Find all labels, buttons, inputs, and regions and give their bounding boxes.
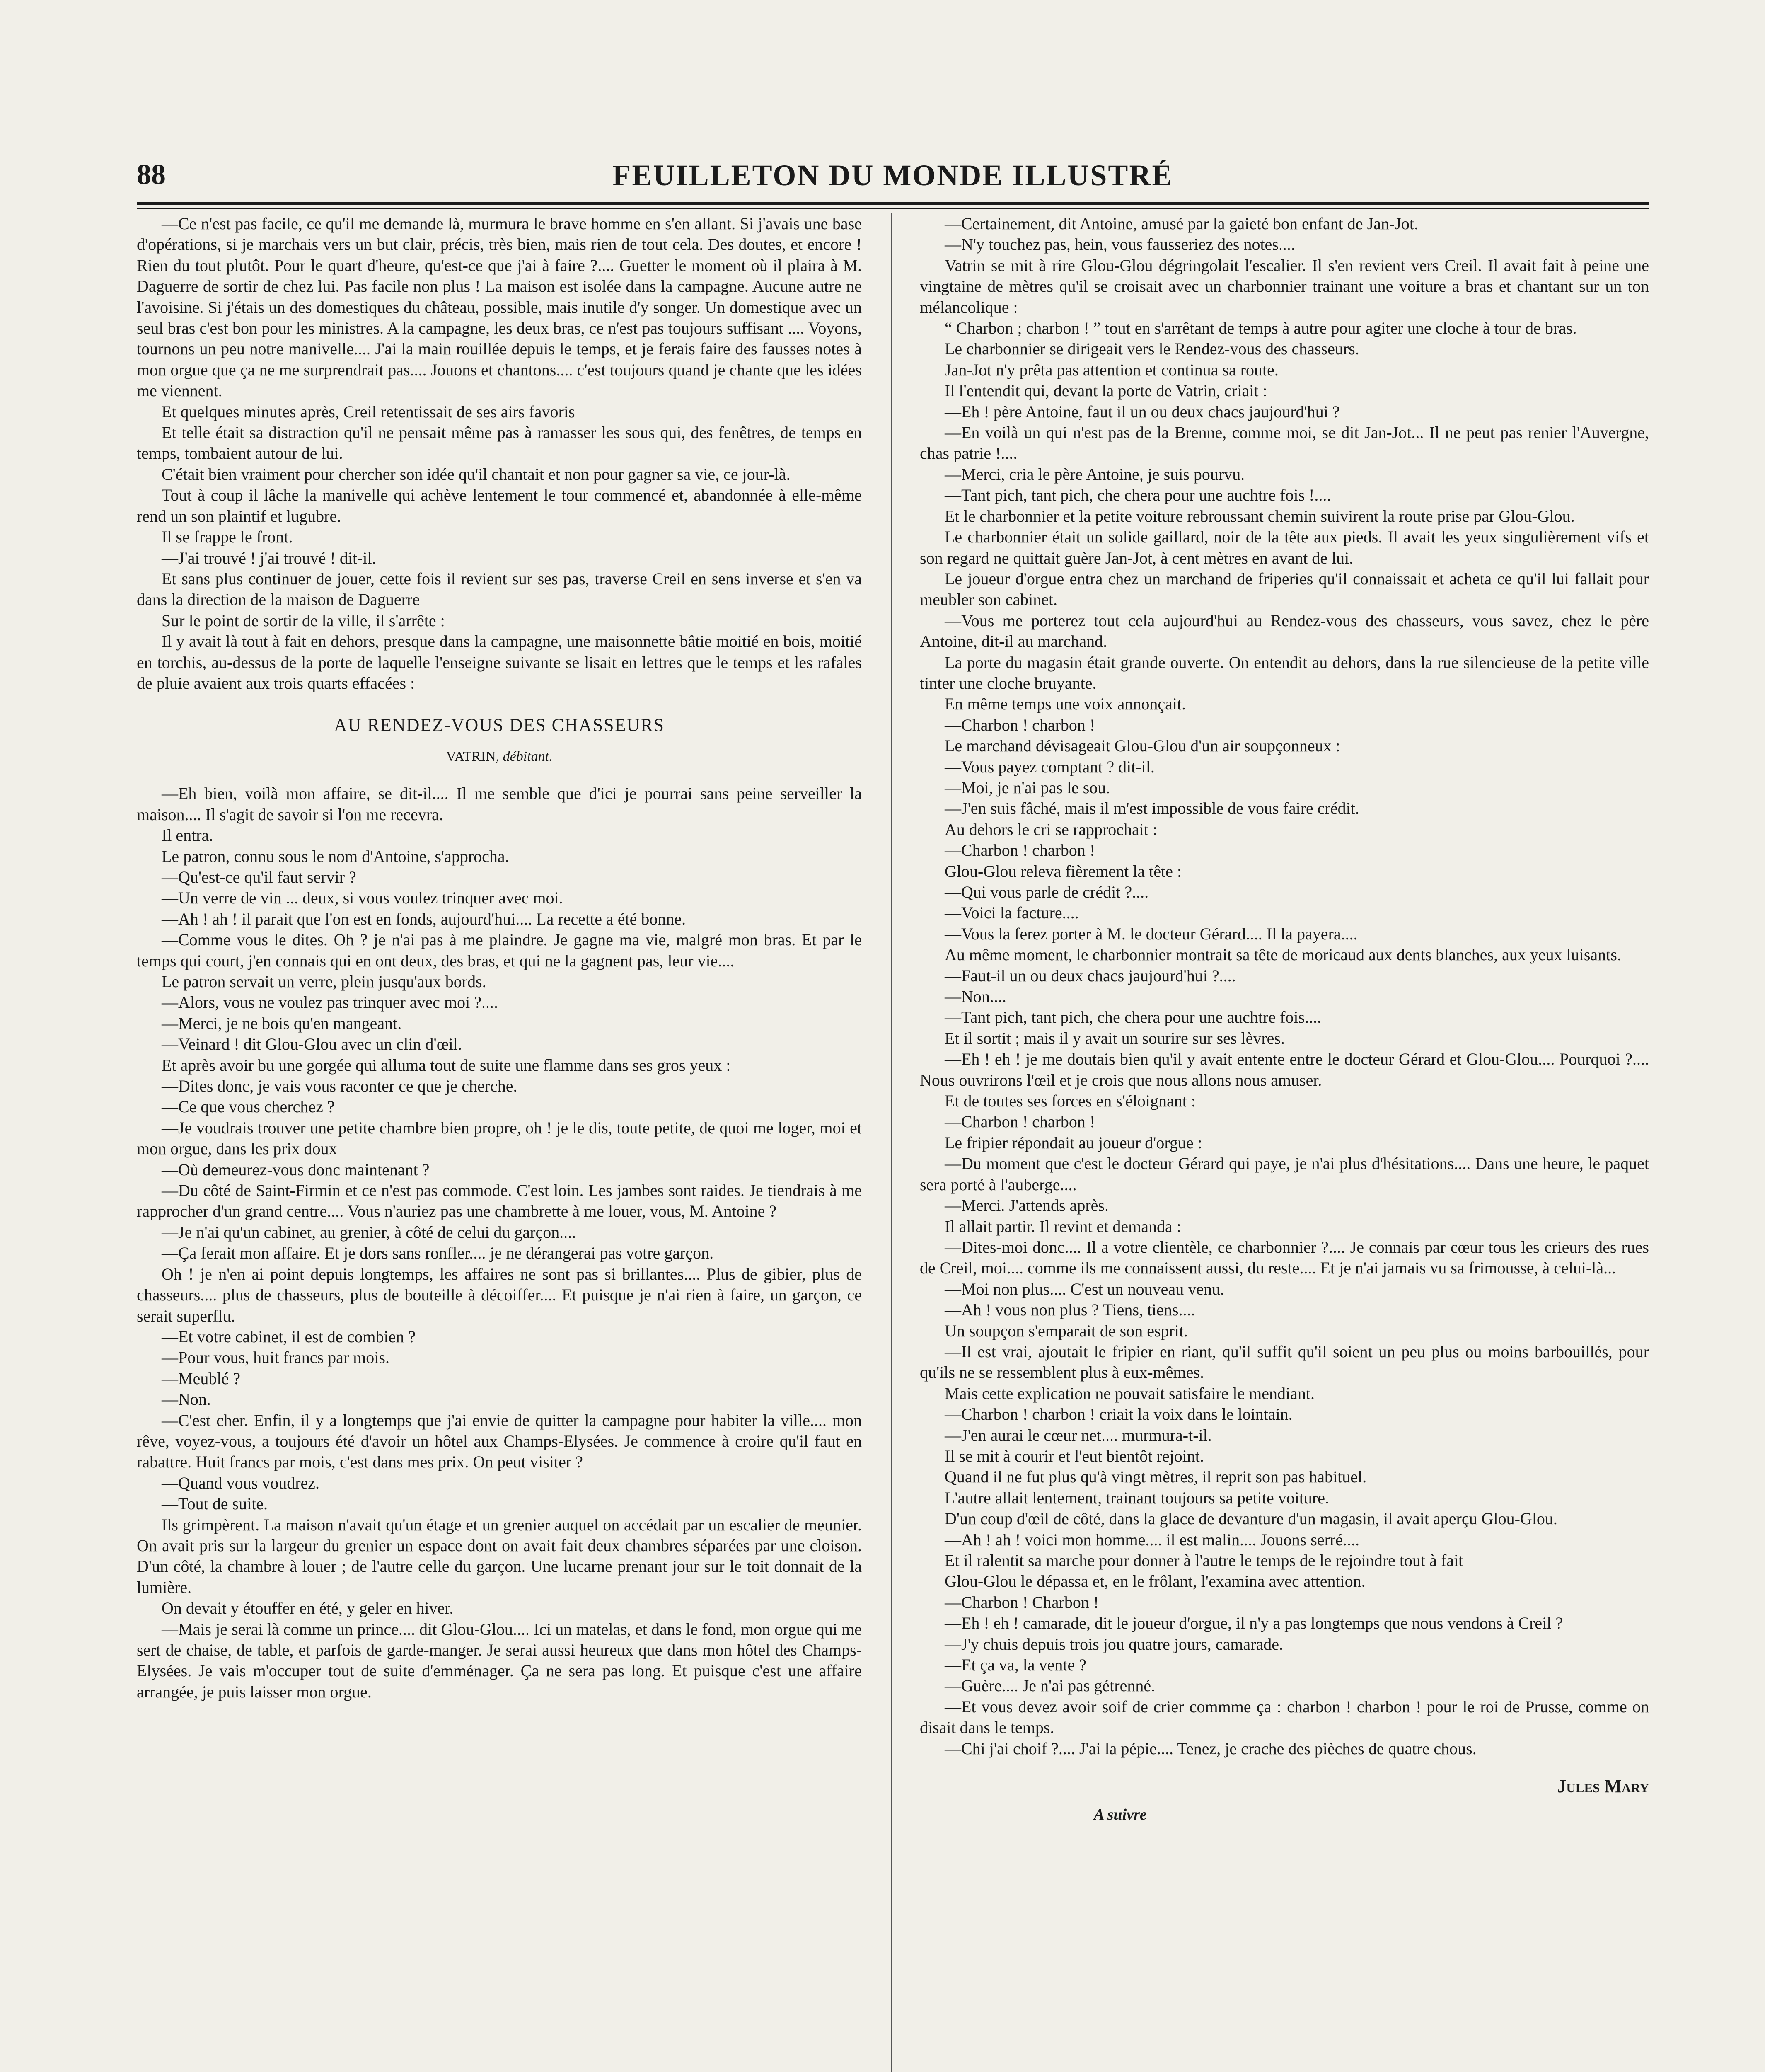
paragraph: —Certainement, dit Antoine, amusé par la gaieté bon enfant de Jan-Jot. [945,214,1418,233]
header-title: FEUILLETON DU MONDE ILLUSTRÉ [612,159,1173,192]
paragraph: Le patron, connu sous le nom d'Antoine, s'approcha. [162,847,509,866]
paragraph: Et il ralentit sa marche pour donner à l'autre le temps de le rejoindre tout à fait [945,1551,1463,1570]
paragraph: Un soupçon s'emparait de son esprit. [945,1321,1188,1340]
paragraph: —Ce n'est pas facile, ce qu'il me demande là, murmura le brave homme en s'en allant. Si j'avais une base d'opérations, si je marchais vers un but clair, précis, très bien, mais rien de tout cela. Des doutes, et encore ! Rien du tout plutôt. Pour le quart d'heure, qu'est-ce que j'ai à faire ?.... Guetter le moment où il plaira à M. Daguerre de sortir de chez lui. Pas facile non plus ! La maison est isolée dans la campagne. Aucune autre ne l'avoisine. Si j'étais un des domestiques du château, possible, mais inutile d'y songer. Un domestique avec un seul bras c'est bon pour les ministres. A la campagne, les deux bras, ce n'est pas toujours suffisant .... Voyons, tournons un peu notre manivelle.... J'ai la main rouillée depuis le temps, et je ferais faire des fausses notes à mon orgue que ça ne me surprendrait pas.... Jouons et chantons.... c'est toujours quand je chante que les idées me viennent. [137,214,862,400]
paragraph: Le marchand dévisageait Glou-Glou d'un air soupçonneux : [945,736,1340,755]
paragraph: Il l'entendit qui, devant la porte de Vatrin, criait : [945,381,1267,400]
paragraph: Vatrin se mit à rire Glou-Glou dégringolait l'escalier. Il s'en revient vers Creil. Il avait fait à peine une vingtaine de mètres qu'il se croisait avec un charbonnier trainant une voiture a bras et chantant sur un ton mélancolique : [920,256,1649,317]
paragraph: —Et ça va, la vente ? [945,1656,1087,1675]
paragraph: —Non. [162,1390,211,1409]
paragraph: En même temps une voix annonçait. [945,695,1186,714]
paragraph: —Charbon ! charbon ! [945,841,1095,860]
paragraph: Et il sortit ; mais il y avait un sourire sur ses lèvres. [945,1029,1285,1048]
sign-name: VATRIN, [446,749,500,765]
paragraph: L'autre allait lentement, trainant toujours sa petite voiture. [945,1488,1330,1507]
paragraph: —J'y chuis depuis trois jou quatre jours, camarade. [945,1634,1284,1653]
paragraph: Il allait partir. Il revint et demanda : [945,1217,1181,1236]
paragraph: Au même moment, le charbonnier montrait sa tête de moricaud aux dents blanches, aux yeux luisants. [945,945,1621,964]
paragraph: —Charbon ! Charbon ! [945,1593,1099,1612]
paragraph: —Ça ferait mon affaire. Et je dors sans ronfler.... je ne dérangerai pas votre garçon. [162,1244,714,1263]
paragraph: Glou-Glou le dépassa et, en le frôlant, l'examina avec attention. [945,1572,1366,1591]
paragraph: —J'en aurai le cœur net.... murmura-t-il. [945,1426,1212,1445]
paragraph: —Qui vous parle de crédit ?.... [945,883,1149,901]
paragraph: —Charbon ! charbon ! criait la voix dans le lointain. [945,1405,1293,1424]
right-column [920,213,1649,1826]
paragraph: Et telle était sa distraction qu'il ne pensait même pas à ramasser les sous qui, des fenêtres, de temps en temps, tombaient autour de lui. [137,423,862,463]
paragraph: —Ah ! ah ! voici mon homme.... il est malin.... Jouons serré.... [945,1530,1359,1549]
paragraph: Et de toutes ses forces en s'éloignant : [945,1092,1196,1111]
paragraph: Glou-Glou releva fièrement la tête : [945,862,1182,881]
column-divider [891,213,892,2072]
paragraph: Il entra. [162,826,213,845]
paragraph: —Moi non plus.... C'est un nouveau venu. [945,1279,1224,1298]
paragraph: —Je n'ai qu'un cabinet, au grenier, à côté de celui du garçon.... [162,1222,576,1242]
paragraph: —Eh ! eh ! camarade, dit le joueur d'orgue, il n'y a pas longtemps que nous vendons à Creil ? [945,1614,1563,1633]
paragraph: —Dites-moi donc.... Il a votre clientèle, ce charbonnier ?.... Je connais par cœur tous les crieurs des rues de Creil, moi.... comme ils me connaissent aussi, du reste.... Et je n'ai jamais vu sa frimousse, à celui-là... [920,1237,1649,1278]
paragraph: —Charbon ! charbon ! [945,715,1095,734]
paragraph: —Vous la ferez porter à M. le docteur Gérard.... Il la payera.... [945,924,1358,943]
paragraph: —Du côté de Saint-Firmin et ce n'est pas commode. C'est loin. Les jambes sont raides. Je tiendrais à me rapprocher d'un grand centre.... Vous n'auriez pas une chambrette à me louer, vous, M. Antoine ? [137,1181,862,1221]
paragraph: —Eh bien, voilà mon affaire, se dit-il.... Il me semble que d'ici je pourrai sans peine serveiller la maison.... Il s'agit de savoir si l'on me recevra. [137,784,862,824]
sign-role: débitant. [503,749,553,765]
paragraph: La porte du magasin était grande ouverte. On entendit au dehors, dans la rue silencieuse de la petite ville tinter une cloche bruyante. [920,653,1649,692]
left-column-dialogue [137,783,862,1702]
paragraph: —Et votre cabinet, il est de combien ? [162,1327,416,1346]
paragraph: —Où demeurez-vous donc maintenant ? [162,1160,430,1179]
paragraph: —Charbon ! charbon ! [945,1112,1095,1131]
paragraph: —Je voudrais trouver une petite chambre bien propre, oh ! je le dis, toute petite, de quoi me loger, moi et mon orgue, dans les prix doux [137,1118,862,1158]
page-number: 88 [137,159,166,191]
paragraph: —Vous me porterez tout cela aujourd'hui au Rendez-vous des chasseurs, vous savez, chez le père Antoine, dit-il au marchand. [920,611,1649,651]
paragraph: —Du moment que c'est le docteur Gérard qui paye, je n'ai plus d'hésitations.... Dans une heure, le paquet sera porté à l'auberge.... [920,1154,1649,1194]
paragraph: —Eh ! père Antoine, faut il un ou deux chacs jaujourd'hui ? [945,402,1340,421]
sign-title: AU RENDEZ-VOUS DES CHASSEURS [334,715,665,736]
paragraph: Il se mit à courir et l'eut bientôt rejoint. [945,1446,1204,1465]
paragraph: —J'en suis fâché, mais il m'est impossible de vous faire crédit. [945,799,1359,818]
left-column-text [137,213,862,694]
author-signature: Jules Mary [1557,1776,1649,1797]
paragraph: —Moi, je n'ai pas le sou. [945,778,1110,797]
paragraph: Jan-Jot n'y prêta pas attention et continua sa route. [945,360,1279,379]
paragraph: On devait y étouffer en été, y geler en hiver. [162,1599,454,1618]
paragraph: —Il est vrai, ajoutait le fripier en riant, qu'il suffit qu'il soient un peu plus ou moins barbouillés, pour qu'ils ne se ressemblent plus à eux-mêmes. [920,1342,1649,1382]
paragraph: —Veinard ! dit Glou-Glou avec un clin d'œil. [162,1035,462,1054]
paragraph: Sur le point de sortir de la ville, il s'arrête : [162,611,445,630]
paragraph: —J'ai trouvé ! j'ai trouvé ! dit-il. [162,548,376,567]
paragraph: C'était bien vraiment pour chercher son idée qu'il chantait et non pour gagner sa vie, ce jour-là. [162,465,791,484]
paragraph: Il y avait là tout à fait en dehors, presque dans la campagne, une maisonnette bâtie moitié en bois, moitié en torchis, au-dessus de la porte de laquelle l'enseigne suivante se lisait en lettres que le temps et les rafales de pluie avaient aux trois quarts effacées : [137,632,862,692]
header-rule-thin [137,208,1649,209]
paragraph: —Ah ! vous non plus ? Tiens, tiens.... [945,1300,1195,1319]
header-rule [137,202,1649,205]
paragraph: —Tout de suite. [162,1494,268,1513]
paragraph: Le fripier répondait au joueur d'orgue : [945,1133,1202,1152]
page-header [137,154,1649,208]
paragraph: —Ah ! ah ! il parait que l'on est en fonds, aujourd'hui.... La recette a été bonne. [162,909,686,928]
paragraph: —Merci. J'attends après. [945,1196,1109,1215]
paragraph: Et après avoir bu une gorgée qui alluma tout de suite une flamme dans ses gros yeux : [162,1055,731,1075]
paragraph: —Merci, je ne bois qu'en mangeant. [162,1014,402,1033]
paragraph: —Dites donc, je vais vous raconter ce que je cherche. [162,1077,517,1096]
paragraph: —Et vous devez avoir soif de crier commme ça : charbon ! charbon ! pour le roi de Prusse, comme on disait dans le temps. [920,1697,1649,1737]
paragraph: Et sans plus continuer de jouer, cette fois il revient sur ses pas, traverse Creil en sens inverse et s'en va dans la direction de la maison de Daguerre [137,569,862,609]
paragraph: —Un verre de vin ... deux, si vous voulez trinquer avec moi. [162,888,563,908]
paragraph: Le charbonnier était un solide gaillard, noir de la tête aux pieds. Il avait les yeux singulièrement vifs et son regard ne quittait guère Jan-Jot, à cent mètres en avant de lui. [920,528,1649,567]
paragraph: —Chi j'ai choif ?.... J'ai la pépie.... Tenez, je crache des pièches de quatre chous. [945,1739,1477,1758]
paragraph: —Qu'est-ce qu'il faut servir ? [162,867,356,886]
paragraph: Quand il ne fut plus qu'à vingt mètres, il reprit son pas habituel. [945,1467,1367,1486]
sign-subtitle [137,747,862,767]
paragraph: —Ce que vous cherchez ? [162,1097,335,1116]
paragraph: Et quelques minutes après, Creil retentissait de ses airs favoris [162,402,575,421]
paragraph: Mais cette explication ne pouvait satisfaire le mendiant. [945,1384,1315,1403]
right-column-text [920,213,1649,1759]
paragraph: —Pour vous, huit francs par mois. [162,1348,389,1367]
paragraph: —Quand vous voudrez. [162,1473,320,1492]
paragraph: —En voilà un qui n'est pas de la Brenne, comme moi, se dit Jan-Jot... Il ne peut pas renier l'Auvergne, chas patrie !.... [920,423,1649,463]
paragraph: —Faut-il un ou deux chacs jaujourd'hui ?.... [945,966,1236,985]
paragraph: Le charbonnier se dirigeait vers le Rendez-vous des chasseurs. [945,339,1359,358]
paragraph: —Comme vous le dites. Oh ? je n'ai pas à me plaindre. Je gagne ma vie, malgré mon bras. Et par le temps qui court, j'en connais qui en ont deux, des bras, et qui ne la gagnent pas, leur vie.... [137,930,862,970]
paragraph: —Tant pich, tant pich, che chera pour une auchtre fois.... [945,1008,1322,1027]
paragraph: Le patron servait un verre, plein jusqu'aux bords. [162,972,486,991]
left-column [137,213,862,1702]
paragraph: —Guère.... Je n'ai pas gétrenné. [945,1676,1156,1695]
paragraph: —Mais je serai là comme un prince.... dit Glou-Glou.... Ici un matelas, et dans le fond, mon orgue qui me sert de chaise, de table, et parfois de garde-manger. Je serai aussi heureux que dans mon hôtel des Champs-Elysées. Je vais m'occuper tout de suite d'emménager. Ça ne sera pas long. Et puisque c'est une affaire arrangée, je puis laisser mon orgue. [137,1619,862,1701]
continued-note: A suivre [1094,1806,1147,1824]
paragraph: D'un coup d'œil de côté, dans la glace de devanture d'un magasin, il avait aperçu Glou-Glou. [945,1509,1557,1528]
paragraph: —Merci, cria le père Antoine, je suis pourvu. [945,465,1245,484]
paragraph: Au dehors le cri se rapprochait : [945,820,1158,839]
paragraph: —Tant pich, tant pich, che chera pour une auchtre fois !.... [945,486,1331,505]
paragraph: Il se frappe le front. [162,528,293,547]
paragraph: —Vous payez comptant ? dit-il. [945,757,1155,776]
paragraph: —N'y touchez pas, hein, vous fausseriez des notes.... [945,235,1295,254]
paragraph: “ Charbon ; charbon ! ” tout en s'arrêtant de temps à autre pour agiter une cloche à tour de bras. [945,319,1577,338]
paragraph: —Eh ! eh ! je me doutais bien qu'il y avait entente entre le docteur Gérard et Glou-Glou.... Pourquoi ?.... Nous ouvrirons l'œil et je crois que nous allons nous amuser. [920,1050,1649,1089]
paragraph: —Voici la facture.... [945,903,1079,922]
paragraph: Oh ! je n'en ai point depuis longtemps, les affaires ne sont pas si brillantes.... Plus de gibier, plus de chasseurs.... plus de chasseurs, plus de bouteille à décoiffer.... Et puisque je n'ai rien à faire, un garçon, ce serait superflu. [137,1264,862,1325]
paragraph: Et le charbonnier et la petite voiture rebroussant chemin suivirent la route prise par Glou-Glou. [945,506,1575,525]
paragraph: —Meublé ? [162,1369,240,1388]
paragraph: —C'est cher. Enfin, il y a longtemps que j'ai envie de quitter la campagne pour habiter la ville.... mon rêve, voyez-vous, a toujours été d'avoir un hôtel aux Champs-Elysées. Je commence à croire qu'il faut en rabattre. Huit francs par mois, c'est dans mes prix. On peut visiter ? [137,1411,862,1472]
paragraph: Ils grimpèrent. La maison n'avait qu'un étage et un grenier auquel on accédait par un escalier de meunier. On avait pris sur la largeur du grenier un espace dont on avait fait deux chambres séparées par une cloison. D'un côté, la chambre à louer ; de l'autre celle du garçon. Une lucarne prenant jour sur le toit donnait de la lumière. [137,1515,862,1597]
paragraph: —Non.... [945,987,1006,1006]
paragraph: Le joueur d'orgue entra chez un marchand de friperies qu'il connaissait et acheta ce qu'il lui fallait pour meubler son cabinet. [920,569,1649,609]
paragraph: —Alors, vous ne voulez pas trinquer avec moi ?.... [162,993,498,1012]
paragraph: Tout à coup il lâche la manivelle qui achève lentement le tour commencé et, abandonnée à elle-même rend un son plaintif et lugubre. [137,486,862,525]
